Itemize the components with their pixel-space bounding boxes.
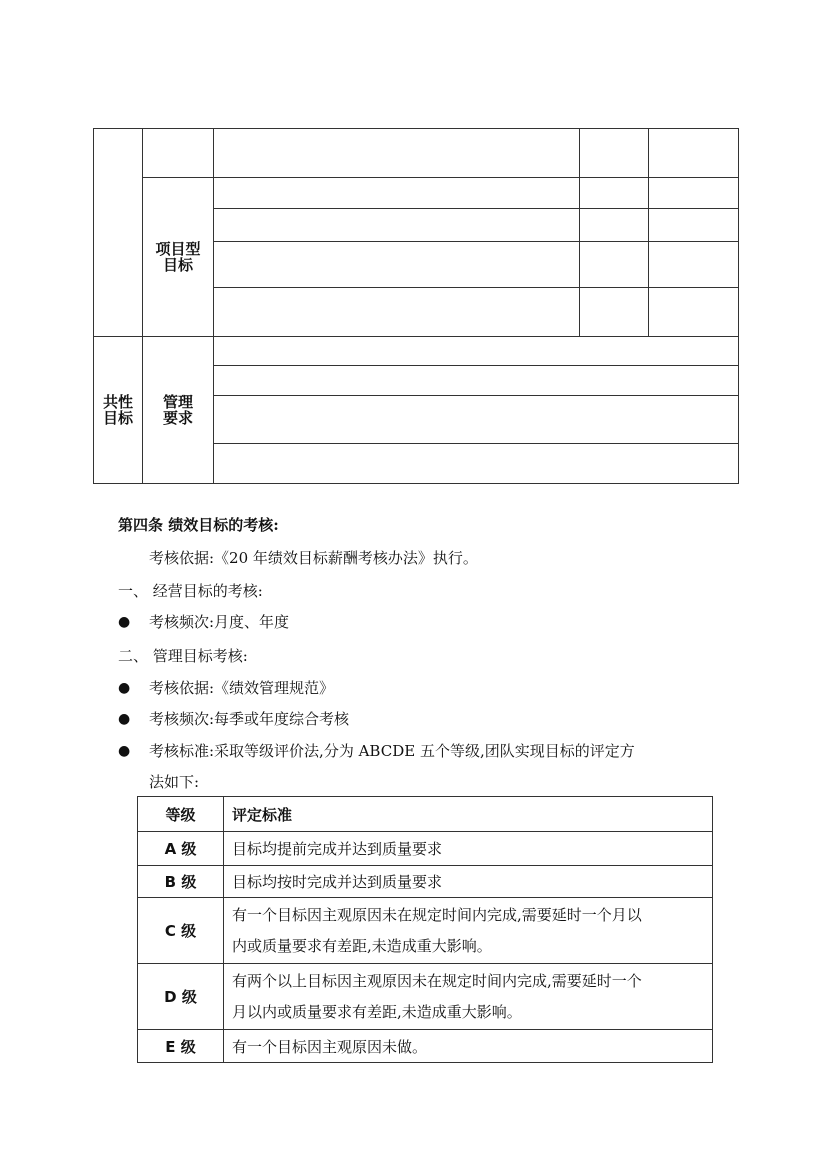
section-2-standard-line-2: 法如下: [149,773,200,791]
criteria-cell: 有一个目标因主观原因未做。 [224,1030,713,1063]
section-2-standard-line-1: 考核标准:采取等级评价法,分为 ABCDE 五个等级,团队实现目标的评定方 [149,742,635,760]
criteria-cell: 目标均按时完成并达到质量要求 [224,866,713,898]
grade-cell: B 级 [138,866,224,898]
blank-cell [649,129,739,178]
criteria-cell: 有一个目标因主观原因未在规定时间内完成,需要延时一个月以 内或质量要求有差距,未造成重大影响。 [224,898,713,964]
grade-cell: C 级 [138,898,224,964]
criteria-cell: 目标均提前完成并达到质量要求 [224,832,713,866]
grade-cell: E 级 [138,1030,224,1063]
section-1-heading: 一、 经营目标的考核: [118,582,263,600]
bullet-icon: ● [118,614,131,630]
table-row [138,832,713,866]
table-row [138,866,713,898]
goal-table [93,128,739,484]
project-goal-label: 项目型目标 [143,178,214,337]
blank-cell [214,129,580,178]
common-goal-label: 共性目标 [94,337,143,484]
section-2-basis: 考核依据:《绩效管理规范》 [149,679,335,697]
section-2-frequency: 考核频次:每季或年度综合考核 [149,710,350,728]
criteria-cell: 有两个以上目标因主观原因未在规定时间内完成,需要延时一个 月以内或质量要求有差距,未造成重大影响。 [224,964,713,1030]
article-title: 第四条 绩效目标的考核: [118,516,279,534]
blank-cell [143,129,214,178]
table-row [138,898,713,964]
criteria-header: 评定标准 [224,797,713,832]
blank-cell [580,129,649,178]
grade-cell: A 级 [138,832,224,866]
bullet-icon: ● [118,680,131,696]
grade-header: 等级 [138,797,224,832]
table-row [138,964,713,1030]
section-1-frequency: 考核频次:月度、年度 [149,613,290,631]
section-2-heading: 二、 管理目标考核: [118,647,248,665]
management-requirement-label: 管理要求 [143,337,214,484]
table-row [138,1030,713,1063]
basis-text: 考核依据:《20 年绩效目标薪酬考核办法》执行。 [149,549,478,567]
blank-cell [94,129,143,337]
bullet-icon: ● [118,743,131,759]
bullet-icon: ● [118,711,131,727]
grade-table [137,796,713,1063]
grade-cell: D 级 [138,964,224,1030]
table-header-row [138,797,713,832]
